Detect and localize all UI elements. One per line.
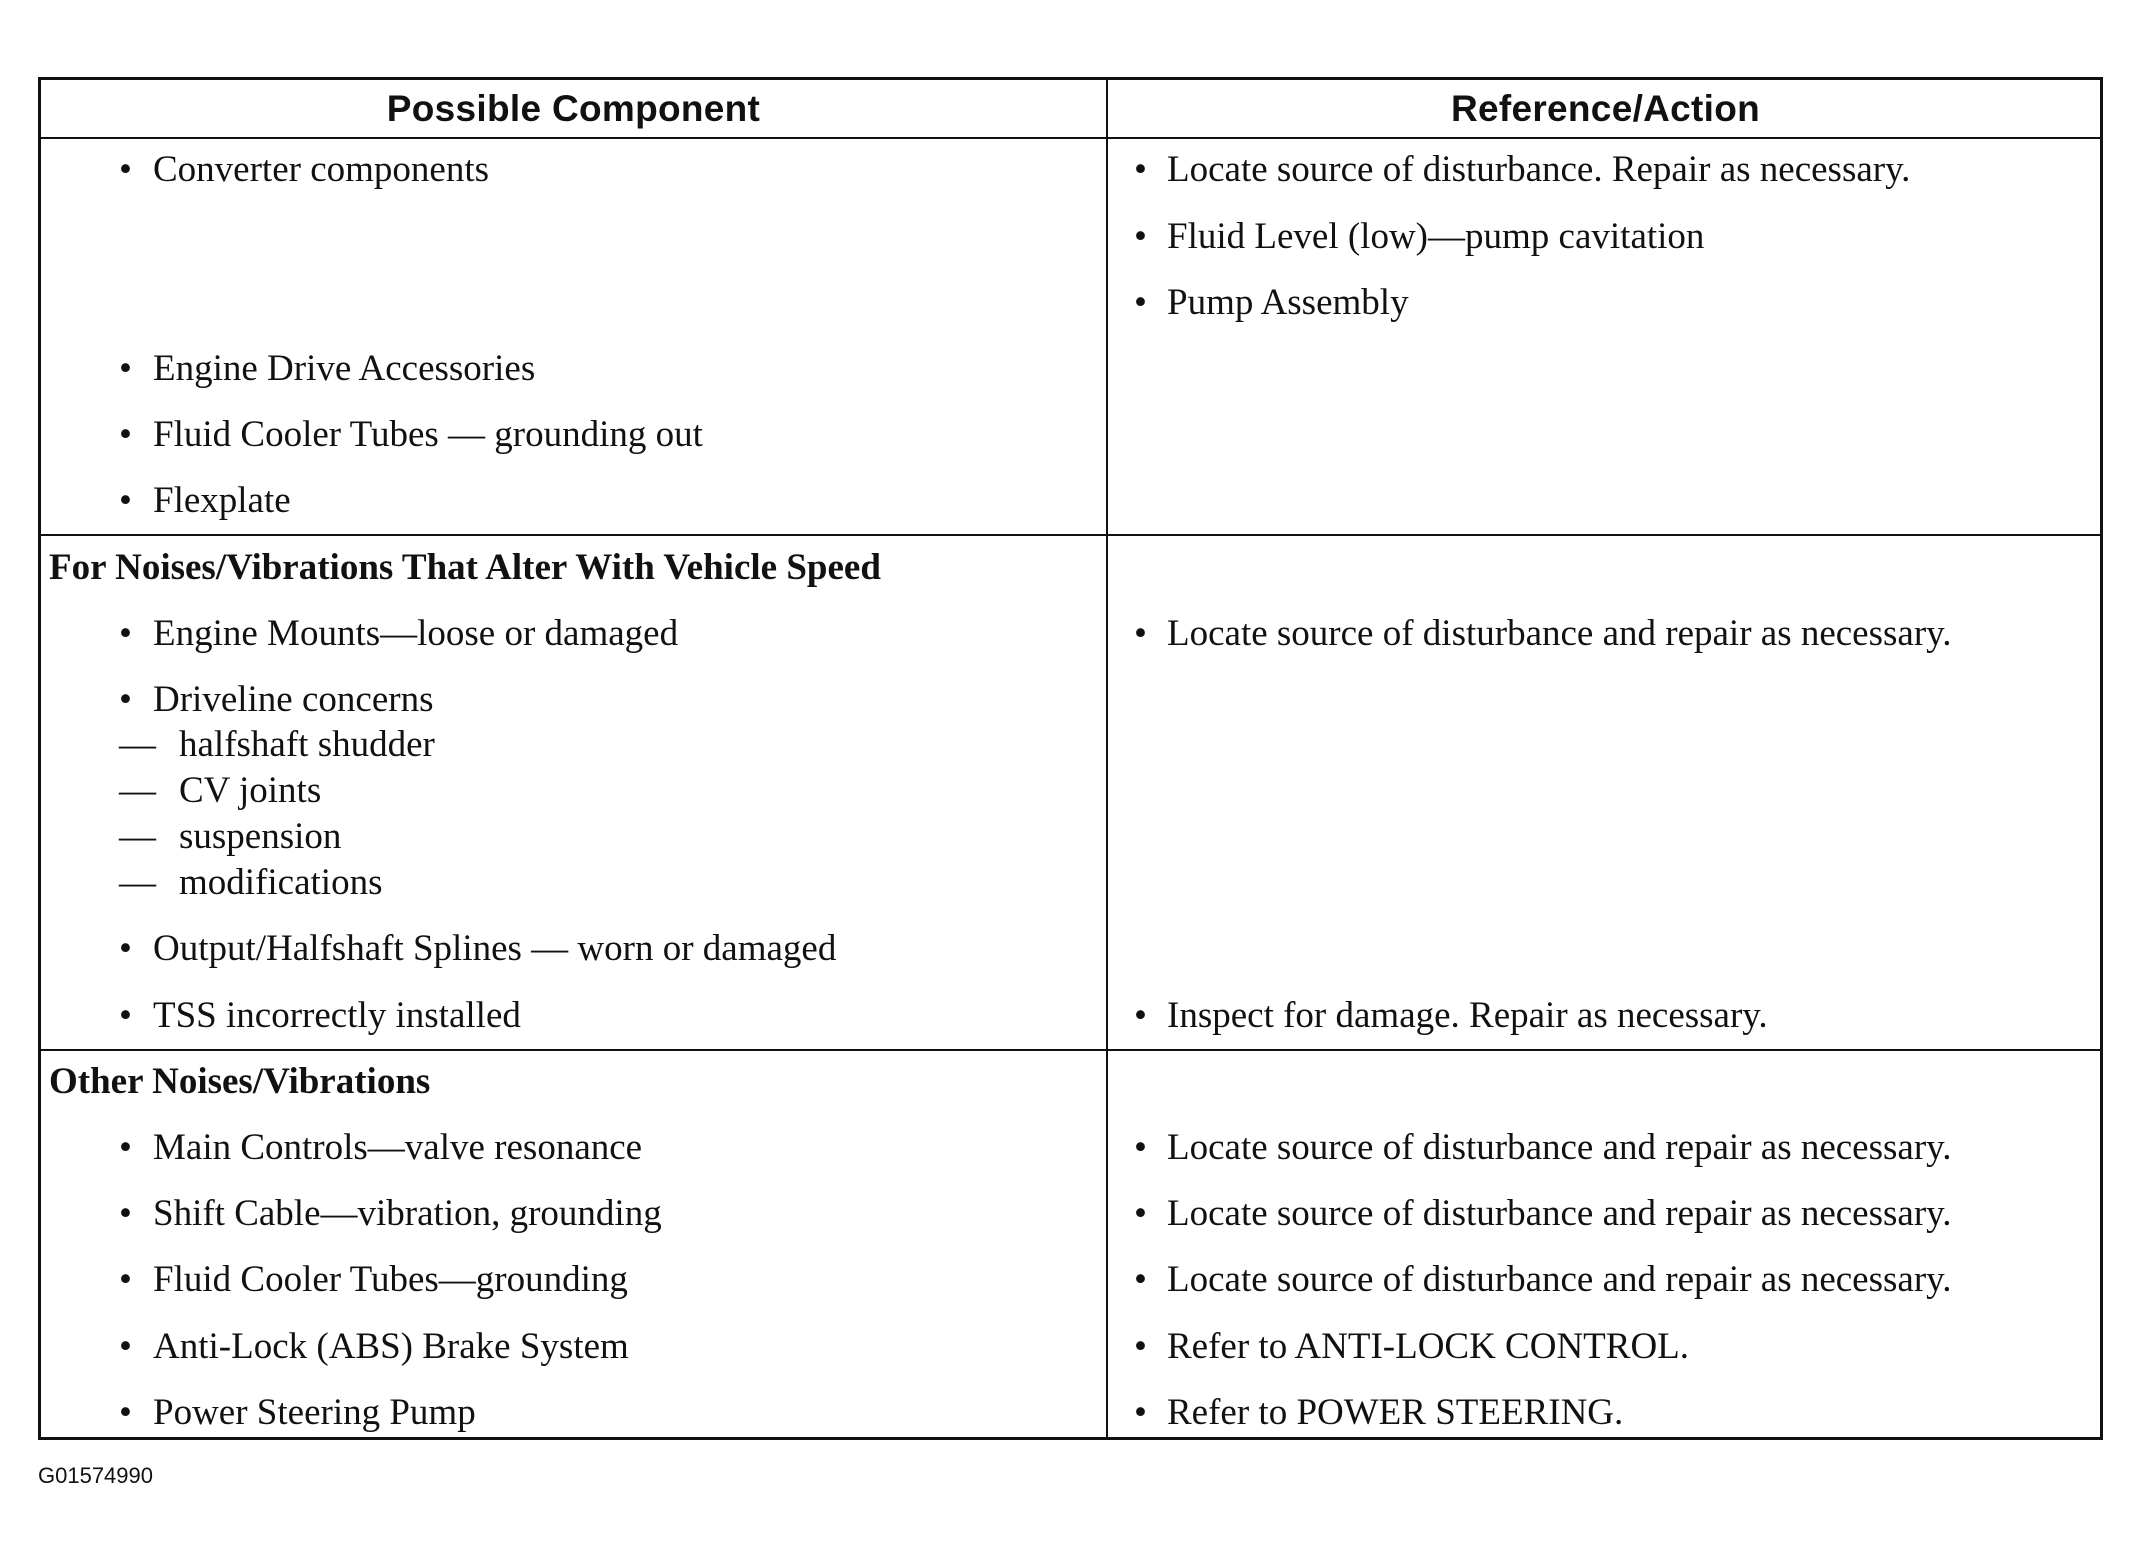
component-item: Output/Halfshaft Splines — worn or damaged bbox=[153, 928, 837, 969]
dash-glyph: — bbox=[119, 770, 156, 811]
section-heading-vehicle-speed: For Noises/Vibrations That Alter With Vehicle Speed bbox=[49, 547, 881, 588]
section-heading-other: Other Noises/Vibrations bbox=[49, 1061, 431, 1102]
figure-id: G01574990 bbox=[38, 1463, 153, 1488]
component-item: Power Steering Pump bbox=[153, 1392, 476, 1433]
header-reference-action: Reference/Action bbox=[1450, 87, 1761, 129]
bullet-glyph: • bbox=[119, 995, 132, 1036]
bullet-glyph: • bbox=[119, 1127, 132, 1168]
sub-item: CV joints bbox=[179, 770, 322, 811]
header-possible-component: Possible Component bbox=[386, 87, 761, 129]
bullet-glyph: • bbox=[1134, 613, 1147, 654]
bullet-glyph: • bbox=[119, 414, 132, 455]
component-item: Main Controls—valve resonance bbox=[153, 1127, 643, 1168]
bullet-glyph: • bbox=[1134, 1392, 1147, 1433]
action-item: Inspect for damage. Repair as necessary. bbox=[1167, 995, 1768, 1036]
dash-glyph: — bbox=[119, 862, 156, 903]
bullet-glyph: • bbox=[119, 679, 132, 720]
sub-item: modifications bbox=[179, 862, 383, 903]
component-item: Driveline concerns bbox=[153, 679, 434, 720]
bullet-glyph: • bbox=[119, 348, 132, 389]
bullet-glyph: • bbox=[1134, 995, 1147, 1036]
diagnosis-table bbox=[38, 77, 2103, 1440]
component-item: Fluid Cooler Tubes—grounding bbox=[153, 1259, 628, 1300]
header-rule bbox=[41, 137, 2100, 139]
bullet-glyph: • bbox=[119, 1193, 132, 1234]
sub-item: halfshaft shudder bbox=[179, 724, 435, 765]
section-rule bbox=[41, 534, 2100, 536]
bullet-glyph: • bbox=[119, 1326, 132, 1367]
bullet-glyph: • bbox=[119, 1259, 132, 1300]
action-item: Fluid Level (low)—pump cavitation bbox=[1167, 216, 1705, 257]
action-item: Locate source of disturbance. Repair as necessary. bbox=[1167, 149, 1911, 190]
action-item: Locate source of disturbance and repair as necessary. bbox=[1167, 613, 1952, 654]
action-item: Refer to ANTI-LOCK CONTROL. bbox=[1167, 1326, 1690, 1367]
component-item: Anti-Lock (ABS) Brake System bbox=[153, 1326, 629, 1367]
bullet-glyph: • bbox=[1134, 1127, 1147, 1168]
sub-item: suspension bbox=[179, 816, 342, 857]
bullet-glyph: • bbox=[119, 149, 132, 190]
action-item: Pump Assembly bbox=[1167, 282, 1409, 323]
action-item: Locate source of disturbance and repair as necessary. bbox=[1167, 1127, 1952, 1168]
component-item: Converter components bbox=[153, 149, 489, 190]
bullet-glyph: • bbox=[1134, 1326, 1147, 1367]
bullet-glyph: • bbox=[1134, 282, 1147, 323]
bullet-glyph: • bbox=[1134, 1259, 1147, 1300]
component-item: Shift Cable—vibration, grounding bbox=[153, 1193, 662, 1234]
action-item: Refer to POWER STEERING. bbox=[1167, 1392, 1624, 1433]
component-item: Engine Mounts—loose or damaged bbox=[153, 613, 679, 654]
component-item: TSS incorrectly installed bbox=[153, 995, 521, 1036]
dash-glyph: — bbox=[119, 816, 156, 857]
action-item: Locate source of disturbance and repair as necessary. bbox=[1167, 1193, 1952, 1234]
bullet-glyph: • bbox=[1134, 216, 1147, 257]
bullet-glyph: • bbox=[1134, 1193, 1147, 1234]
section-rule bbox=[41, 1049, 2100, 1051]
column-divider bbox=[1106, 80, 1108, 1437]
bullet-glyph: • bbox=[119, 1392, 132, 1433]
action-item: Locate source of disturbance and repair as necessary. bbox=[1167, 1259, 1952, 1300]
component-item: Engine Drive Accessories bbox=[153, 348, 536, 389]
bullet-glyph: • bbox=[119, 613, 132, 654]
bullet-glyph: • bbox=[119, 480, 132, 521]
component-item: Fluid Cooler Tubes — grounding out bbox=[153, 414, 703, 455]
component-item: Flexplate bbox=[153, 480, 291, 521]
bullet-glyph: • bbox=[1134, 149, 1147, 190]
dash-glyph: — bbox=[119, 724, 156, 765]
bullet-glyph: • bbox=[119, 928, 132, 969]
